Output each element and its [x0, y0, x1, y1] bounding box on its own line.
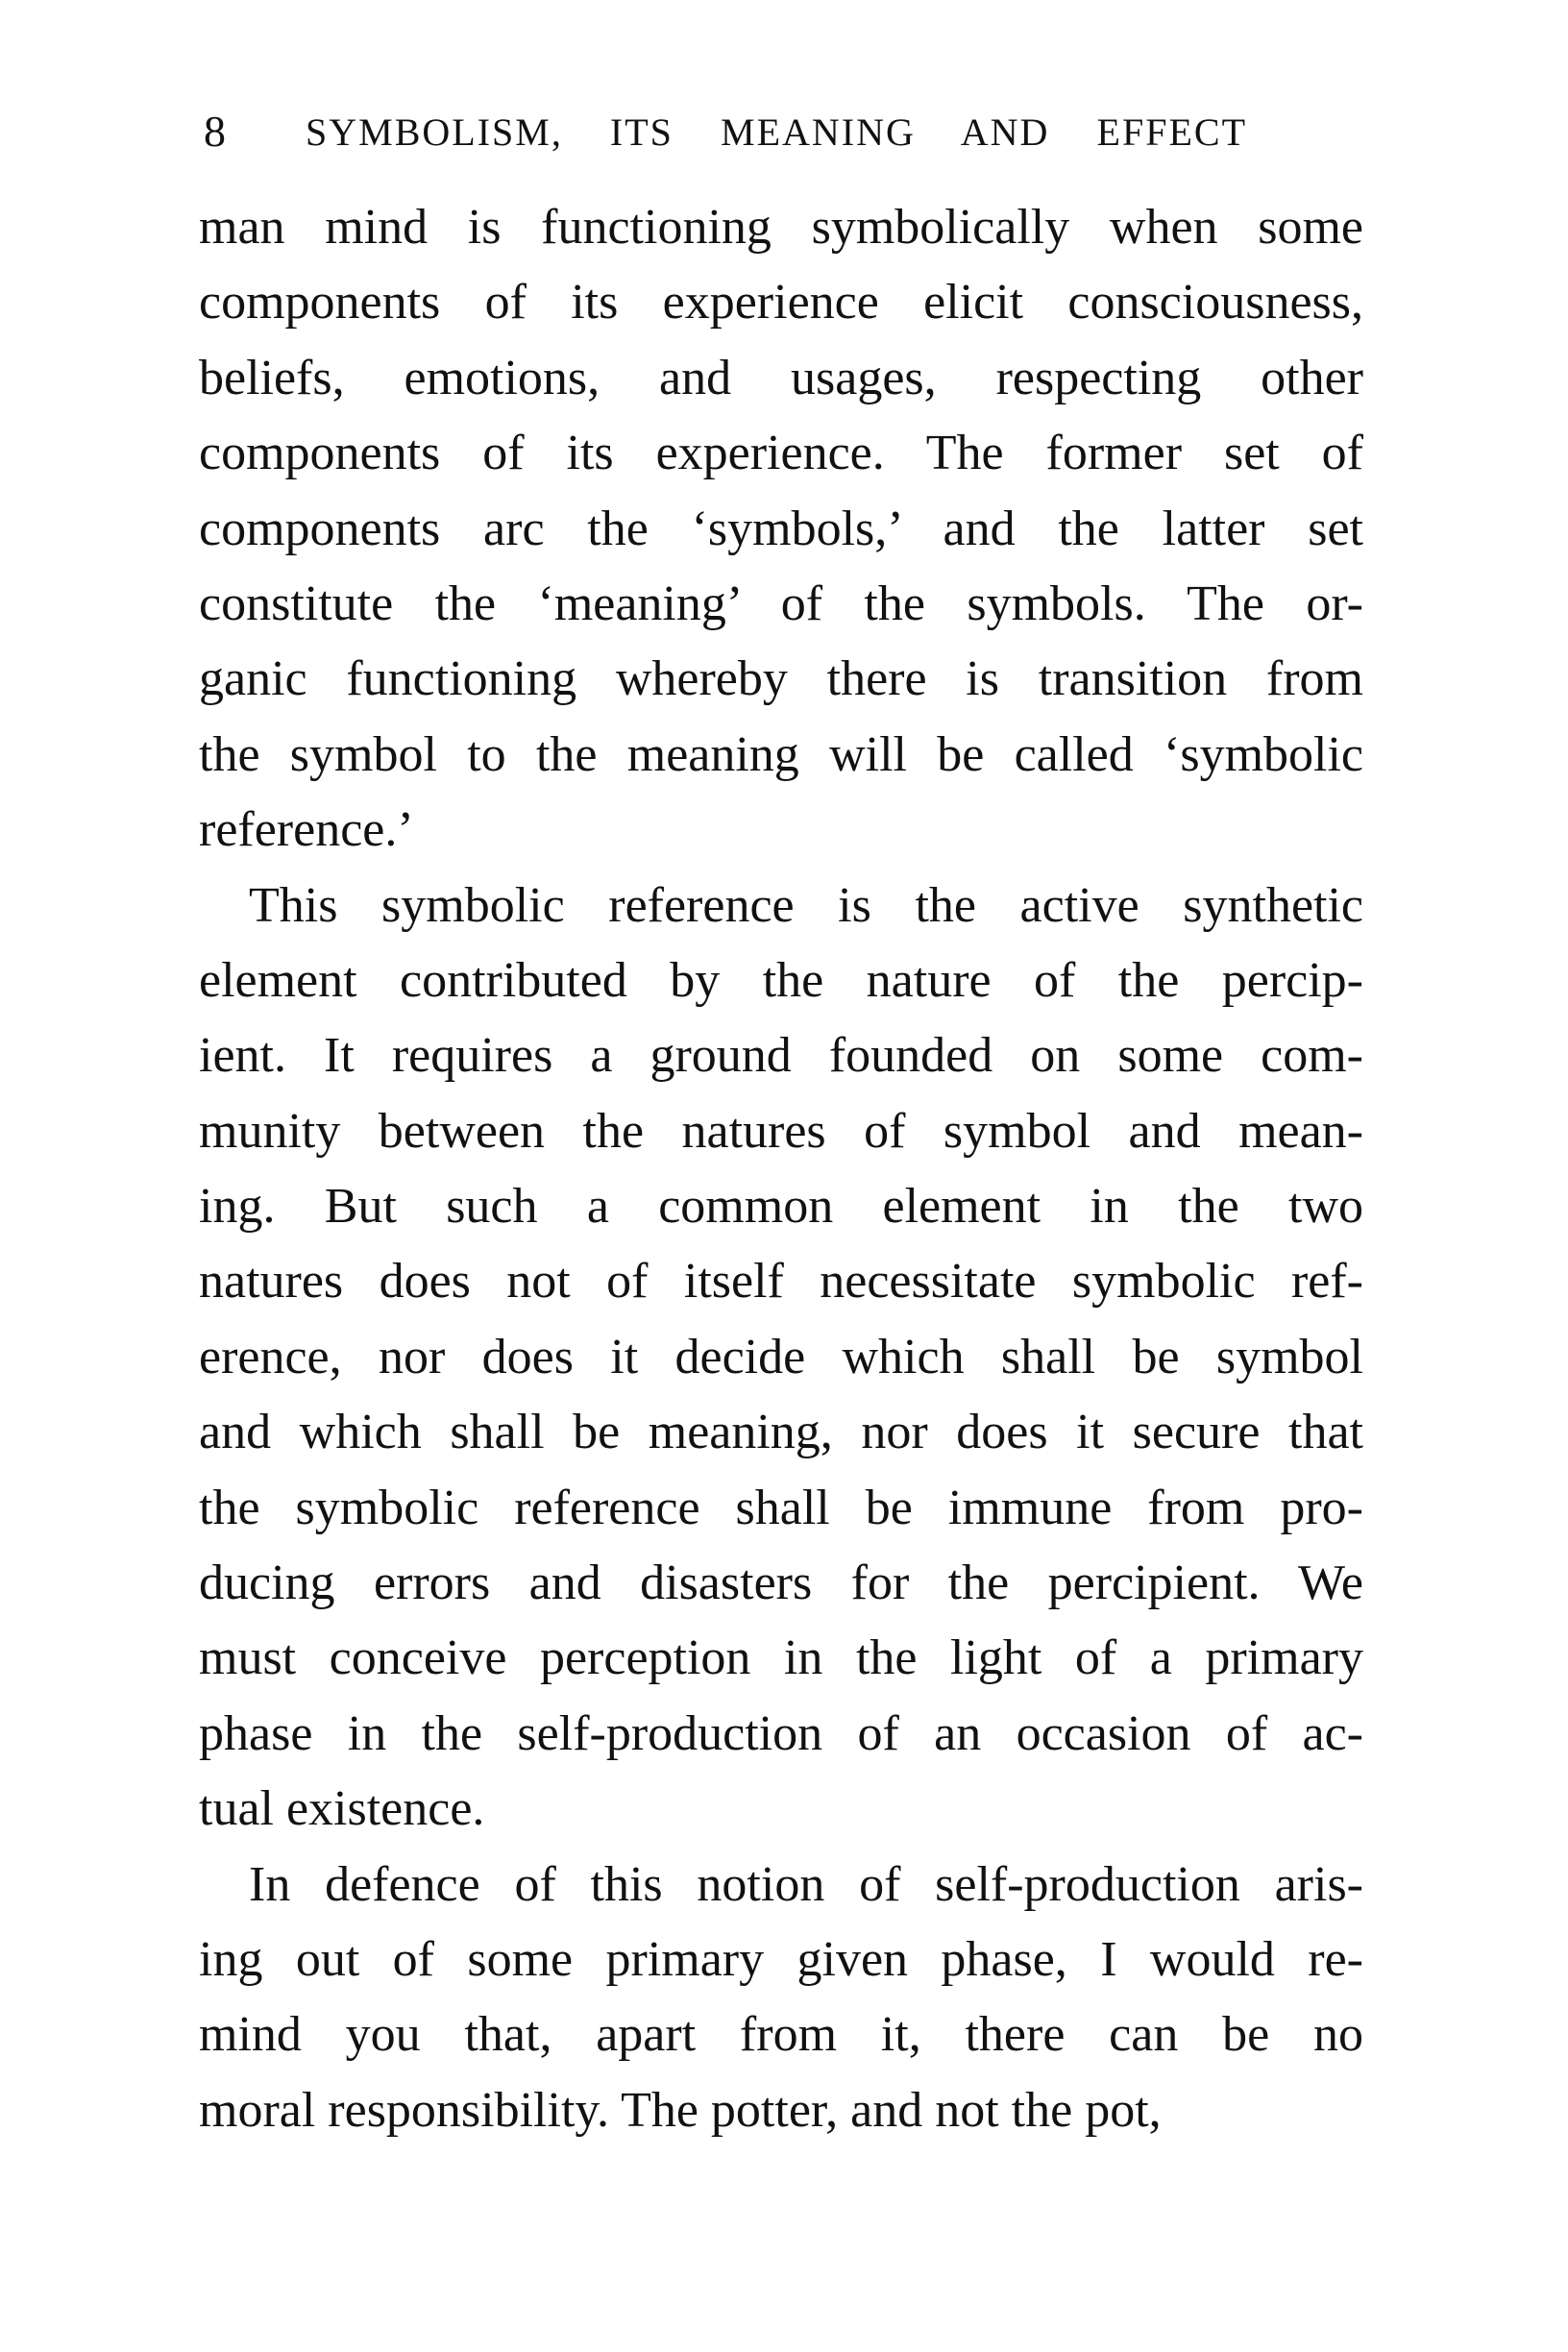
- text-line: phase in the self-production of an occasion of ac-: [199, 1705, 1363, 1761]
- text-line: and which shall be meaning, nor does it secure that: [199, 1405, 1363, 1460]
- text-line: ganic functioning whereby there is transition from: [199, 651, 1363, 707]
- text-line: natures does not of itself necessitate symbolic ref-: [199, 1254, 1363, 1310]
- text-line: ing. But such a common element in the two: [199, 1179, 1363, 1235]
- text-line: mind you that, apart from it, there can be no: [199, 2007, 1363, 2063]
- text-line: components arc the ‘symbols,’ and the latter set: [199, 501, 1363, 556]
- text-line: In defence of this notion of self-production aris-: [249, 1856, 1363, 1912]
- text-line: reference.’: [199, 802, 414, 858]
- text-line: components of its experience. The former set of: [199, 426, 1363, 481]
- running-title: SYMBOLISM, ITS MEANING AND EFFECT: [306, 110, 1247, 154]
- text-line: erence, nor does it decide which shall be symbol: [199, 1329, 1363, 1384]
- text-line: ient. It requires a ground founded on some com-: [199, 1028, 1363, 1084]
- page-body: [199, 190, 1363, 2148]
- text-line: ing out of some primary given phase, I would re-: [199, 1931, 1363, 1987]
- text-line: the symbol to the meaning will be called ‘symbolic: [199, 726, 1363, 782]
- text-line: moral responsibility. The potter, and not the pot,: [199, 2082, 1162, 2138]
- text-line: must conceive perception in the light of a primary: [199, 1630, 1363, 1686]
- text-line: the symbolic reference shall be immune from pro-: [199, 1480, 1363, 1535]
- text-line: tual existence.: [199, 1781, 485, 1837]
- text-line: munity between the natures of symbol and mean-: [199, 1103, 1363, 1159]
- text-line: man mind is functioning symbolically when some: [199, 200, 1363, 255]
- text-line: element contributed by the nature of the percip-: [199, 952, 1363, 1008]
- text-line: beliefs, emotions, and usages, respecting other: [199, 350, 1363, 405]
- text-line: constitute the ‘meaning’ of the symbols. The or-: [199, 576, 1363, 631]
- text-line: ducing errors and disasters for the percipient. We: [199, 1556, 1363, 1611]
- text-line: components of its experience elicit consciousness,: [199, 275, 1363, 331]
- running-header: [204, 106, 1247, 163]
- page-number: 8: [204, 107, 228, 156]
- text-line: This symbolic reference is the active synthetic: [249, 877, 1363, 933]
